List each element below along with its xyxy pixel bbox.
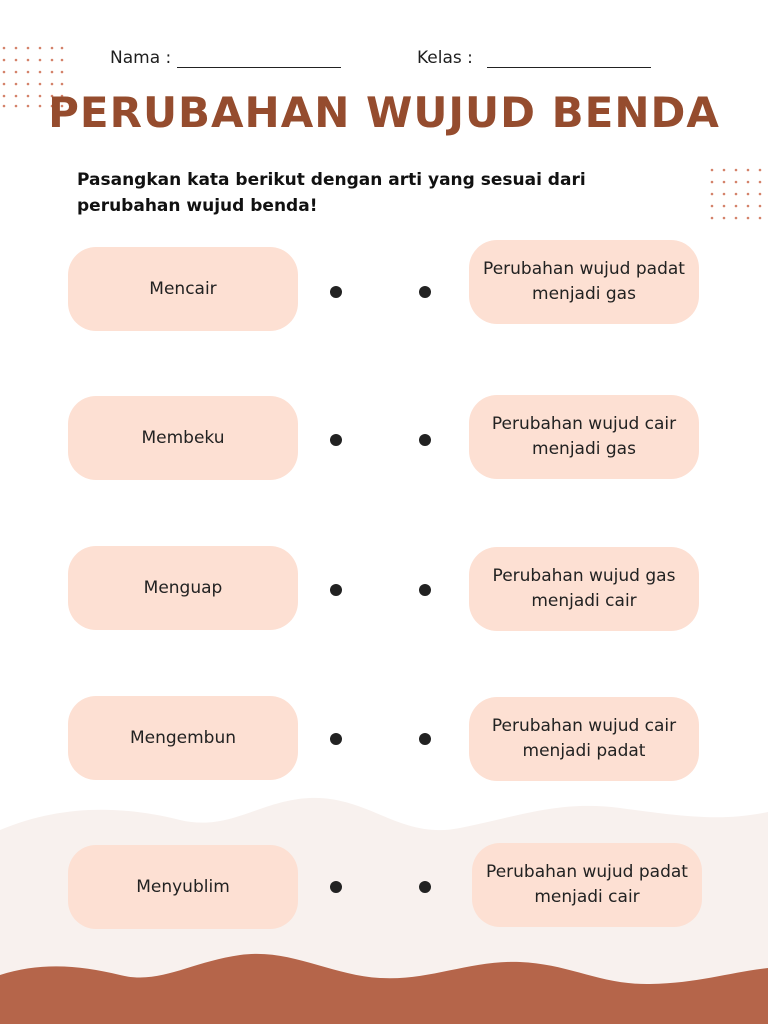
- name-label: Nama :: [110, 48, 172, 68]
- right-connector-dot-4[interactable]: [419, 733, 431, 745]
- class-label: Kelas :: [417, 48, 473, 68]
- page-title: PERUBAHAN WUJUD BENDA: [48, 88, 720, 137]
- name-input-line[interactable]: [177, 49, 341, 68]
- instruction-text: Pasangkan kata berikut dengan arti yang sesuai dari perubahan wujud benda!: [77, 170, 586, 216]
- left-connector-dot-1[interactable]: [330, 286, 342, 298]
- right-connector-dot-2[interactable]: [419, 434, 431, 446]
- left-connector-dot-2[interactable]: [330, 434, 342, 446]
- left-connector-dot-4[interactable]: [330, 733, 342, 745]
- class-field: [417, 48, 651, 68]
- class-input-line[interactable]: [487, 49, 651, 68]
- right-connector-dot-5[interactable]: [419, 881, 431, 893]
- header-fields: [110, 48, 670, 74]
- right-connector-dot-1[interactable]: [419, 286, 431, 298]
- right-definition-3: Perubahan wujud gas menjadi cair: [469, 547, 699, 631]
- left-term-4: Mengembun: [68, 696, 298, 780]
- right-connector-dot-3[interactable]: [419, 584, 431, 596]
- left-term-3: Menguap: [68, 546, 298, 630]
- dot-grid-right: [708, 166, 768, 228]
- name-field: [110, 48, 341, 68]
- left-connector-dot-5[interactable]: [330, 881, 342, 893]
- right-definition-1: Perubahan wujud padat menjadi gas: [469, 240, 699, 324]
- right-definition-2: Perubahan wujud cair menjadi gas: [469, 395, 699, 479]
- right-definition-5: Perubahan wujud padat menjadi cair: [472, 843, 702, 927]
- left-term-5: Menyublim: [68, 845, 298, 929]
- left-term-1: Mencair: [68, 247, 298, 331]
- left-term-2: Membeku: [68, 396, 298, 480]
- right-definition-4: Perubahan wujud cair menjadi padat: [469, 697, 699, 781]
- left-connector-dot-3[interactable]: [330, 584, 342, 596]
